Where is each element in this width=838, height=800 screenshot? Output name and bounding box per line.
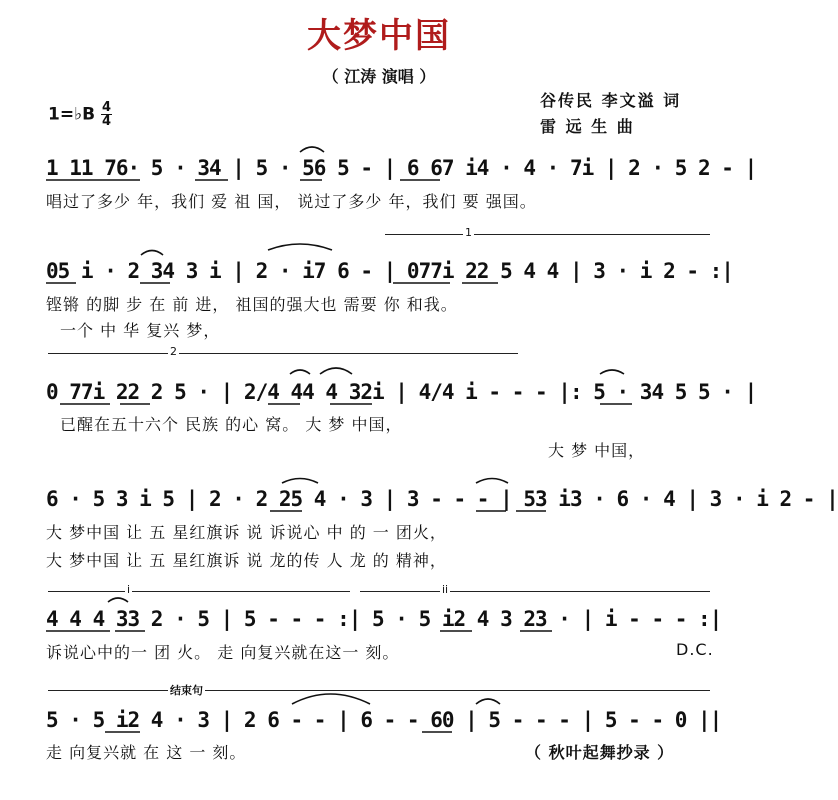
notes-row-5: 4 4 4 33 2 · 5 | 5 - - - :| 5 · 5 i2 4 3 23 · | i - - - :| bbox=[46, 607, 722, 631]
lyrics-row-4-verse-2: 大 梦中国 让 五 星红旗诉 说 龙的传 人 龙 的 精神， bbox=[46, 551, 447, 570]
composer: 雷 远 生 曲 bbox=[540, 117, 635, 136]
volta-ii-label: ii bbox=[442, 583, 449, 596]
notes-row-2: 05 i · 2 34 3 i | 2 · i7 6 - | 077i 22 5 4 4 | 3 · i 2 - :| bbox=[46, 259, 733, 283]
lyrics-row-6: 走 向复兴就 在 这 一 刻。 bbox=[46, 743, 247, 762]
key-text: 1=♭B bbox=[48, 104, 96, 125]
volta-i-label: i bbox=[127, 583, 131, 596]
performer: （ 江涛 演唱 ） bbox=[322, 67, 436, 86]
ending-label: 结束句 bbox=[170, 684, 203, 697]
time-bottom: 4 bbox=[101, 114, 112, 129]
lyrics-row-2-verse-1: 铿锵 的脚 步 在 前 进， 祖国的强大也 需要 你 和我。 bbox=[46, 295, 458, 314]
volta-2-label: 2 bbox=[170, 345, 177, 358]
lyrics-row-2-verse-2: 一个 中 华 复兴 梦， bbox=[60, 321, 221, 340]
lyrics-row-5: 诉说心中的一 团 火。 走 向复兴就在这一 刻。 bbox=[46, 643, 400, 662]
notes-row-4: 6 · 5 3 i 5 | 2 · 2 25 4 · 3 | 3 - - - | 53 i3 · 6 · 4 | 3 · i 2 - | bbox=[46, 487, 838, 511]
lyrics-row-1: 唱过了多少 年，我们 爱 祖 国， 说过了多少 年，我们 要 强国。 bbox=[46, 192, 537, 211]
time-top: 4 bbox=[101, 100, 112, 115]
song-title: 大梦中国 bbox=[307, 16, 451, 56]
lyrics-row-4-verse-1: 大 梦中国 让 五 星红旗诉 说 诉说心 中 的 一 团火， bbox=[46, 523, 447, 542]
notes-row-3: 0 77i 22 2 5 · | 2/4 44 4 32i | 4/4 i - - - |: 5 · 34 5 5 · | bbox=[46, 380, 757, 404]
notes-row-1: 1 11 76· 5 · 34 | 5 · 56 5 - | 6 67 i4 · 4 · 7i | 2 · 5 2 - | bbox=[46, 156, 757, 180]
notes-row-6: 5 · 5 i2 4 · 3 | 2 6 - - | 6 - - 60 | 5 - - - | 5 - - 0 || bbox=[46, 708, 722, 732]
lyricists: 谷传民 李文溢 词 bbox=[540, 91, 682, 110]
copyist-credit: （ 秋叶起舞抄录 ） bbox=[525, 743, 675, 762]
volta-1-label: 1 bbox=[465, 226, 472, 239]
lyrics-row-3-verse-2: 大 梦 中国， bbox=[548, 441, 646, 460]
dc-marking: D.C. bbox=[676, 640, 714, 659]
lyrics-row-3-verse-1: 已醒在五十六个 民族 的心 窝。 大 梦 中国， bbox=[60, 415, 403, 434]
